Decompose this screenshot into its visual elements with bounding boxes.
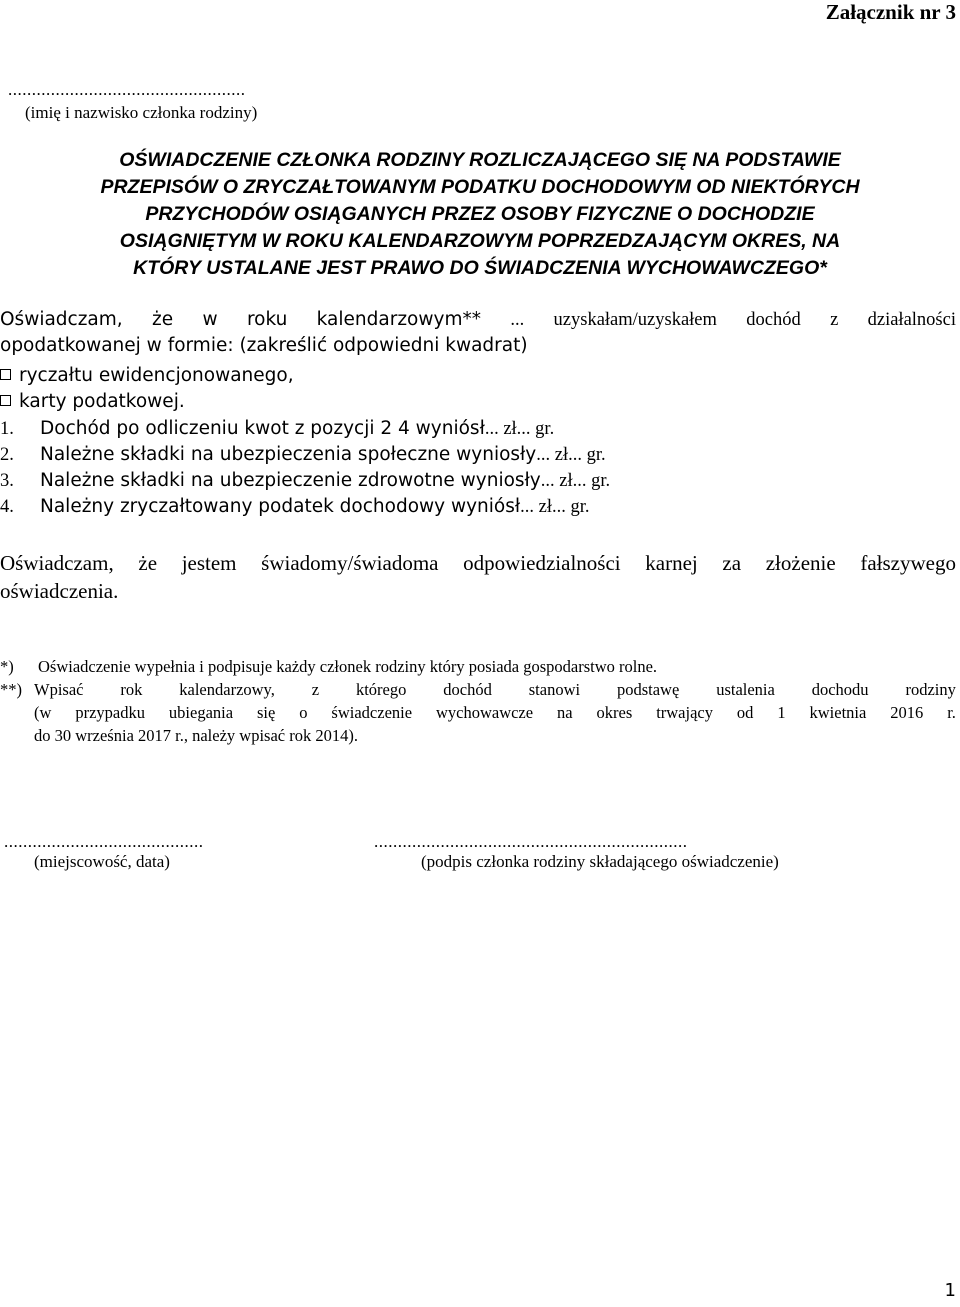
footnote-word: dochód [443,680,492,699]
footnote-word: rok [120,680,143,699]
title-line: PRZYCHODÓW OSIĄGANYCH PRZEZ OSOBY FIZYCZNE O DOCHODZIE [145,203,815,225]
item-row [0,470,610,492]
declaration-word: odpowiedzialności [463,551,621,575]
statement [0,307,956,359]
footnote-word: podstawę [616,680,680,699]
declaration-word: Oświadczam, [0,551,114,575]
footnote-word: którego [355,680,407,699]
footnote-word: rodziny [905,680,956,699]
footnote-word: świadczenie [331,703,413,722]
document-title [0,147,960,282]
footnote-2-body [34,678,956,747]
footnote-word: wychowawcze [435,703,534,722]
footnote-mark: **) [0,680,22,699]
statement-word: Oświadczam, [0,309,123,330]
footnote-text: Oświadczenie wypełnia i podpisuje każdy członek rodziny który posiada gospodarstwo rolne. [38,657,658,676]
declaration-line-1 [0,549,956,577]
amount-blank[interactable]: ... zł... gr. [520,497,590,517]
item-text: Dochód po odliczeniu kwot z pozycji 2 4 wyniósł [40,418,485,439]
checkbox-square-icon[interactable] [0,395,11,406]
footnote-word: ustalenia [716,680,775,699]
footnote-word: o [299,703,308,722]
item-row [0,418,554,440]
statement-word: z [830,310,839,330]
footnote-word: kwietnia [809,703,867,722]
signature-label: (podpis członka rodziny składającego oświadczenie) [421,852,779,871]
footnote-word: ubiegania [168,703,234,722]
footnote-word: z [311,680,320,699]
footnote-2-line-1 [34,678,956,701]
footnote-word: trwający [656,703,713,722]
footnote-word: od [736,703,754,722]
item-text: Należny zryczałtowany podatek dochodowy wyniósł [40,496,521,517]
footnote-word: (w [34,703,52,722]
name-field-label: (imię i nazwisko członka rodziny) [25,103,258,122]
statement-word: działalności [867,310,956,330]
declaration-word: że [138,551,158,575]
statement-word: uzyskałam/uzyskałem [553,310,717,330]
option-label: ryczałtu ewidencjonowanego, [19,365,294,386]
item-number: 2. [0,445,14,465]
footnote-word: Wpisać [34,680,84,699]
declaration-line-2: oświadczenia. [0,579,119,603]
place-date-dots[interactable]: .......................................... [4,832,204,851]
statement-word: że [152,309,174,330]
title-line: PRZEPISÓW O ZRYCZAŁTOWANYM PODATKU DOCHODOWYM OD NIEKTÓRYCH [100,176,860,198]
statement-line-2: opodatkowanej w formie: (zakreślić odpowiedni kwadrat) [0,335,528,356]
statement-word: kalendarzowym** [316,309,481,330]
declaration-word: złożenie [765,551,836,575]
amount-blank[interactable]: ... zł... gr. [484,419,555,439]
footnote-word: stanowi [528,680,581,699]
signature-dots[interactable]: .................................................................. [374,832,688,851]
statement-word: dochód [746,310,801,330]
footnote-word: r. [947,703,956,722]
amount-blank[interactable]: ... zł... gr. [536,445,606,465]
statement-word: roku [246,309,288,330]
footnote-word: przypadku [75,703,145,722]
item-number: 1. [0,419,14,439]
option-lump-sum[interactable] [0,365,294,386]
item-row [0,496,590,518]
declaration-word: jestem [181,551,237,575]
declaration-word: karnej [645,551,698,575]
footnote-word: kalendarzowy, [179,680,275,699]
option-label: karty podatkowej. [19,391,185,412]
declaration-word: za [722,551,742,575]
footnote-mark: *) [0,657,14,676]
option-tax-card[interactable] [0,391,185,412]
item-number: 3. [0,471,14,491]
year-blank[interactable]: ... [510,310,525,330]
footnote-word: 2016 [890,703,924,722]
item-text: Należne składki na ubezpieczenia społeczne wyniosły [40,444,537,465]
annex-label: Załącznik nr 3 [825,0,956,24]
page-number: 1 [944,1280,956,1301]
place-date-label: (miejscowość, data) [34,852,170,871]
title-line: OŚWIADCZENIE CZŁONKA RODZINY ROZLICZAJĄCEGO SIĘ NA PODSTAWIE [119,149,841,171]
footnote-word: 1 [777,703,786,722]
declaration [0,549,956,605]
declaration-word: świadomy/świadoma [261,551,439,575]
item-number: 4. [0,497,14,517]
item-text: Należne składki na ubezpieczenie zdrowotne wyniosły [40,470,541,491]
footnote-word: na [557,703,573,722]
title-line: KTÓRY USTALANE JEST PRAWO DO ŚWIADCZENIA WYCHOWAWCZEGO* [133,257,827,279]
statement-line-1 [0,307,956,333]
name-field-dots: .................................................. [8,80,246,99]
item-row [0,444,606,466]
declaration-word: fałszywego [860,551,956,575]
footnote-word: okres [596,703,633,722]
footnote-word: dochodu [811,680,869,699]
footnote-2-line-3: do 30 września 2017 r., należy wpisać rok 2014). [34,726,358,745]
statement-word: w [202,309,218,330]
amount-blank[interactable]: ... zł... gr. [540,471,611,491]
footnote-2-line-2 [34,701,956,724]
checkbox-square-icon[interactable] [0,369,11,380]
title-line: OSIĄGNIĘTYM W ROKU KALENDARZOWYM POPRZEDZAJĄCYM OKRES, NA [119,230,841,252]
footnote-word: się [256,703,276,722]
